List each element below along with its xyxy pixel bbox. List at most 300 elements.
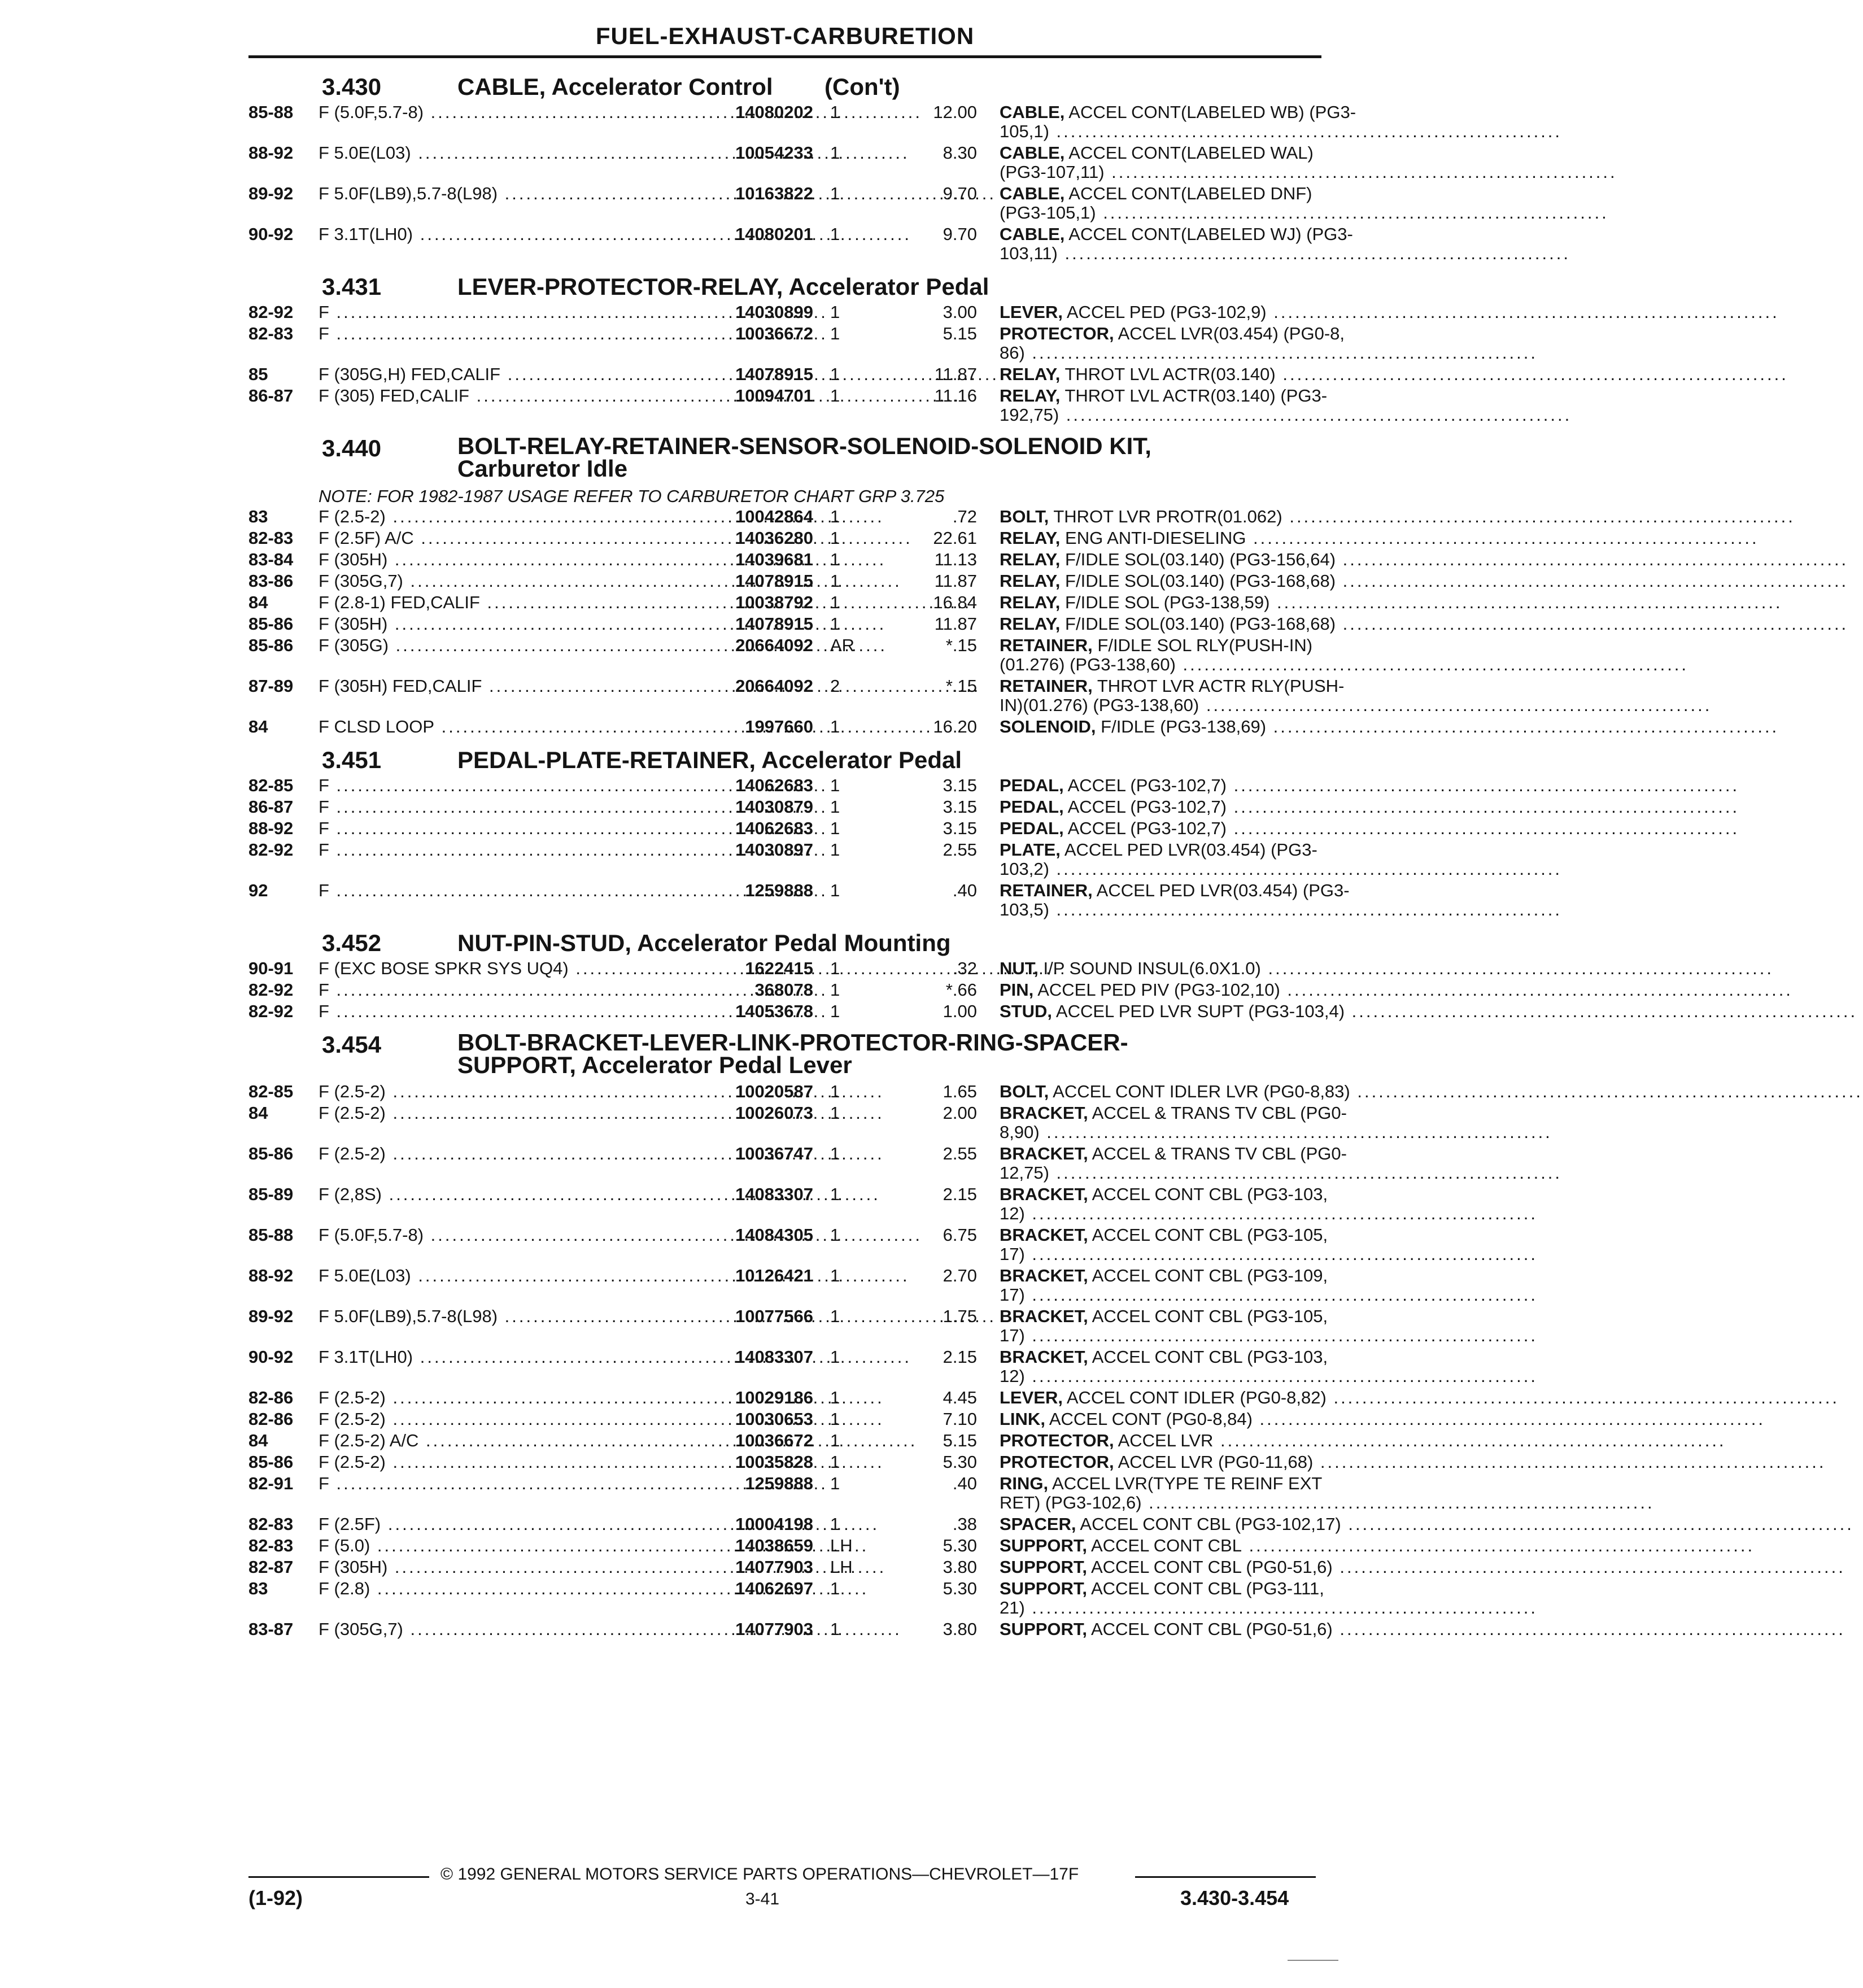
section-heading-line1: CABLE, Accelerator Control bbox=[457, 73, 773, 100]
description-text: ACCEL (PG3-102,7) bbox=[1067, 775, 1227, 795]
scan-artifact bbox=[1288, 1960, 1338, 1961]
description-noun: PROTECTOR, bbox=[1000, 1452, 1114, 1472]
description-text: F/IDLE SOL RLY(PUSH-IN) bbox=[1097, 635, 1313, 655]
price: 3.15 bbox=[943, 775, 977, 795]
part-number: 10126421 bbox=[735, 1266, 813, 1285]
section-title bbox=[248, 1031, 1321, 1082]
description-line bbox=[1000, 900, 1293, 919]
section-heading-line2: Carburetor Idle bbox=[457, 455, 628, 482]
quantity: 1 bbox=[830, 840, 840, 860]
description bbox=[1000, 593, 1293, 612]
section-3-454 bbox=[248, 1029, 1350, 1649]
description-text: 103,11) bbox=[1000, 243, 1058, 263]
section-heading bbox=[457, 273, 1293, 300]
description-noun: CABLE, bbox=[1000, 143, 1065, 163]
application: F 5.0E(L03) ..... bbox=[319, 143, 595, 163]
application: F (305G) ..... bbox=[319, 636, 595, 655]
description bbox=[1000, 635, 1313, 674]
description-noun: RELAY, bbox=[1000, 386, 1061, 406]
description-text: ACCEL CONT CBL (PG3-103, bbox=[1092, 1184, 1328, 1204]
description-line bbox=[1000, 343, 1293, 363]
quantity: 1 bbox=[830, 1409, 840, 1429]
section-heading-line2: SUPPORT, Accelerator Pedal Lever bbox=[457, 1052, 852, 1078]
model-years: 84 bbox=[248, 1103, 268, 1123]
part-number: 1997660 bbox=[745, 717, 813, 736]
description-line bbox=[1000, 980, 1293, 1000]
description-text: ACCEL (PG3-102,7) bbox=[1067, 797, 1227, 817]
model-years: 82-91 bbox=[248, 1473, 294, 1493]
description-line bbox=[1000, 1367, 1293, 1386]
parts-row bbox=[248, 1001, 1345, 1023]
parts-row bbox=[248, 840, 1321, 881]
parts-row bbox=[248, 614, 1336, 636]
description bbox=[1000, 529, 1293, 548]
description bbox=[1000, 143, 1314, 182]
parts-row bbox=[248, 1431, 1321, 1453]
price: 11.13 bbox=[934, 550, 977, 569]
quantity: 1 bbox=[830, 143, 840, 163]
application: F 5.0F(LB9),5.7-8(L98) ..... bbox=[319, 1307, 595, 1326]
description-line bbox=[1000, 1410, 1293, 1429]
description-line bbox=[1000, 1431, 1293, 1450]
description-noun: SUPPORT, bbox=[1000, 1579, 1088, 1598]
model-years: 89-92 bbox=[248, 1306, 294, 1326]
application: F ..... bbox=[319, 980, 595, 1000]
description-text: THROT LVL ACTR(03.140) (PG3- bbox=[1064, 386, 1328, 406]
parts-row bbox=[248, 1225, 1328, 1266]
description-text: F/IDLE SOL(03.140) (PG3-168,68) bbox=[1065, 614, 1336, 634]
quantity: 1 bbox=[830, 302, 840, 322]
description bbox=[1000, 1347, 1328, 1386]
description-noun: BOLT, bbox=[1000, 507, 1049, 526]
description bbox=[1000, 840, 1317, 879]
description-line bbox=[1000, 102, 1356, 122]
description-line bbox=[1000, 635, 1313, 655]
quantity: 1 bbox=[830, 592, 840, 612]
description bbox=[1000, 1619, 1333, 1639]
parts-row bbox=[248, 797, 1321, 819]
description-noun: BRACKET, bbox=[1000, 1225, 1088, 1245]
description bbox=[1000, 184, 1312, 223]
description-line bbox=[1000, 1557, 1333, 1577]
description-line bbox=[1000, 1536, 1293, 1555]
part-number: 14077903 bbox=[735, 1619, 813, 1639]
price: 5.30 bbox=[943, 1579, 977, 1598]
application: F (2.5-2) ..... bbox=[319, 1104, 595, 1123]
application: F (2.5-2) ..... bbox=[319, 507, 595, 526]
model-years: 85-86 bbox=[248, 614, 294, 634]
part-number: 14080201 bbox=[735, 224, 813, 244]
model-years: 82-83 bbox=[248, 528, 294, 548]
model-years: 85-89 bbox=[248, 1184, 294, 1204]
application: F (305H) ..... bbox=[319, 550, 595, 569]
part-number: 14062683 bbox=[735, 818, 813, 838]
application: F 5.0F(LB9),5.7-8(L98) ..... bbox=[319, 184, 595, 203]
description-text: ACCEL CONT CBL (PG3-103, bbox=[1092, 1347, 1328, 1367]
model-years: 82-92 bbox=[248, 1001, 294, 1021]
quantity: 1 bbox=[830, 818, 840, 838]
section-gap bbox=[248, 739, 1321, 747]
quantity: 1 bbox=[830, 1452, 840, 1472]
part-number: 1259888 bbox=[745, 880, 813, 900]
part-number: 14083307 bbox=[735, 1184, 813, 1204]
description-text: THROT LVR ACTR RLY(PUSH- bbox=[1097, 676, 1345, 696]
parts-row bbox=[248, 1184, 1328, 1226]
price: 3.15 bbox=[943, 818, 977, 838]
model-years: 83 bbox=[248, 1579, 268, 1598]
section-title bbox=[248, 930, 1321, 959]
model-years: 82-83 bbox=[248, 1514, 294, 1534]
model-years: 84 bbox=[248, 592, 268, 612]
description-line bbox=[1000, 776, 1293, 795]
price: .40 bbox=[952, 880, 977, 900]
description bbox=[1000, 614, 1336, 634]
description-line bbox=[1000, 614, 1336, 634]
parts-row bbox=[248, 717, 1321, 739]
model-years: 82-86 bbox=[248, 1409, 294, 1429]
application: F ..... bbox=[319, 819, 595, 838]
description-line bbox=[1000, 1306, 1328, 1326]
quantity: 1 bbox=[830, 1347, 840, 1367]
footer-page-number: 3-41 bbox=[745, 1890, 780, 1908]
description-text: 17) bbox=[1000, 1326, 1025, 1345]
description-noun: BRACKET, bbox=[1000, 1266, 1088, 1285]
section-number: 3.431 bbox=[322, 273, 382, 300]
part-number: 10029186 bbox=[735, 1388, 813, 1407]
price: 2.15 bbox=[943, 1347, 977, 1367]
description bbox=[1000, 1536, 1293, 1555]
description-line bbox=[1000, 203, 1293, 223]
part-number: 14053678 bbox=[735, 1001, 813, 1021]
description bbox=[1000, 959, 1293, 978]
description-text: RET) (PG3-102,6) bbox=[1000, 1493, 1142, 1512]
section-number: 3.430 bbox=[322, 73, 382, 100]
description bbox=[1000, 1266, 1328, 1305]
price: 16.84 bbox=[933, 592, 977, 612]
quantity: LH bbox=[830, 1536, 853, 1555]
description-text: ACCEL CONT CBL (PG3-105, bbox=[1092, 1306, 1328, 1326]
quantity: 1 bbox=[830, 1306, 840, 1326]
part-number: 1622415 bbox=[745, 958, 813, 978]
footer-copyright: © 1992 GENERAL MOTORS SERVICE PARTS OPERATIONS—CHEVROLET—17F bbox=[440, 1865, 1079, 1884]
description-line bbox=[1000, 1103, 1347, 1123]
description-line bbox=[1000, 1388, 1327, 1407]
parts-row bbox=[248, 1266, 1328, 1307]
section-heading-line1: LEVER-PROTECTOR-RELAY, Accelerator Pedal bbox=[457, 273, 989, 300]
section-title bbox=[248, 73, 1321, 103]
parts-row bbox=[248, 1082, 1350, 1104]
price: 11.87 bbox=[934, 364, 977, 384]
application: F (2.8-1) FED,CALIF ..... bbox=[319, 593, 595, 612]
quantity: 1 bbox=[830, 102, 840, 122]
parts-row bbox=[248, 303, 1321, 324]
description-noun: RETAINER, bbox=[1000, 676, 1093, 696]
description-noun: SOLENOID, bbox=[1000, 717, 1096, 736]
model-years: 88-92 bbox=[248, 1266, 294, 1285]
price: 9.70 bbox=[943, 224, 977, 244]
description bbox=[1000, 365, 1293, 384]
model-years: 82-83 bbox=[248, 1536, 294, 1555]
price: 3.80 bbox=[943, 1557, 977, 1577]
application: F ..... bbox=[319, 776, 595, 795]
description-line bbox=[1000, 1619, 1333, 1639]
section-number: 3.452 bbox=[322, 930, 382, 956]
price: 3.80 bbox=[943, 1619, 977, 1639]
quantity: 1 bbox=[830, 1144, 840, 1163]
parts-row bbox=[248, 1103, 1347, 1144]
description-line bbox=[1000, 593, 1293, 612]
description-line bbox=[1000, 1184, 1328, 1204]
description-line bbox=[1000, 244, 1293, 263]
section-number: 3.451 bbox=[322, 747, 382, 773]
description-text: ACCEL CONT(LABELED WB) (PG3- bbox=[1068, 102, 1356, 122]
description bbox=[1000, 1410, 1293, 1429]
price: .72 bbox=[952, 507, 977, 526]
section-number: 3.454 bbox=[322, 1031, 382, 1058]
parts-row bbox=[248, 184, 1321, 225]
model-years: 87-89 bbox=[248, 676, 294, 696]
description bbox=[1000, 880, 1350, 919]
part-number: 10163822 bbox=[735, 184, 813, 203]
description-line bbox=[1000, 1225, 1328, 1245]
parts-row bbox=[248, 776, 1321, 797]
part-number: 14083307 bbox=[735, 1347, 813, 1367]
price: 2.70 bbox=[943, 1266, 977, 1285]
part-number: 10042864 bbox=[735, 507, 813, 526]
model-years: 84 bbox=[248, 717, 268, 736]
description-line bbox=[1000, 1473, 1323, 1493]
description bbox=[1000, 303, 1293, 322]
description-noun: RELAY, bbox=[1000, 614, 1061, 634]
price: 7.10 bbox=[943, 1409, 977, 1429]
footer-date: (1-92) bbox=[248, 1886, 303, 1909]
description-text: THROT LVR PROTR(01.062) bbox=[1053, 507, 1282, 526]
quantity: 1 bbox=[830, 528, 840, 548]
part-number: 14030897 bbox=[735, 840, 813, 860]
description-noun: PLATE, bbox=[1000, 840, 1061, 860]
description-noun: RELAY, bbox=[1000, 364, 1061, 384]
model-years: 82-85 bbox=[248, 775, 294, 795]
price: 1.75 bbox=[943, 1306, 977, 1326]
part-number: 368078 bbox=[754, 980, 813, 1000]
parts-row bbox=[248, 386, 1328, 427]
parts-row bbox=[248, 1619, 1333, 1641]
description-noun: SUPPORT, bbox=[1000, 1557, 1088, 1577]
description-text: F/IDLE SOL(03.140) (PG3-168,68) bbox=[1065, 571, 1336, 591]
part-number: 14030899 bbox=[735, 302, 813, 322]
model-years: 82-92 bbox=[248, 302, 294, 322]
description bbox=[1000, 324, 1345, 363]
parts-row bbox=[248, 880, 1350, 922]
parts-row bbox=[248, 980, 1321, 1002]
application: F 3.1T(LH0) ..... bbox=[319, 1348, 595, 1367]
quantity: 1 bbox=[830, 184, 840, 203]
part-number: 14078915 bbox=[735, 571, 813, 591]
description bbox=[1000, 717, 1293, 736]
part-number: 10004198 bbox=[735, 1514, 813, 1534]
price: 2.55 bbox=[943, 1144, 977, 1163]
part-number: 14062697 bbox=[735, 1579, 813, 1598]
description-noun: LINK, bbox=[1000, 1409, 1045, 1429]
price: .40 bbox=[952, 1473, 977, 1493]
description-line bbox=[1000, 529, 1293, 548]
price: 5.30 bbox=[943, 1452, 977, 1472]
price: 11.87 bbox=[934, 571, 977, 591]
description bbox=[1000, 1514, 1341, 1534]
quantity: 1 bbox=[830, 1184, 840, 1204]
description bbox=[1000, 386, 1328, 425]
model-years: 92 bbox=[248, 880, 268, 900]
parts-row bbox=[248, 1347, 1328, 1388]
quantity: 1 bbox=[830, 1579, 840, 1598]
model-years: 85-86 bbox=[248, 635, 294, 655]
model-years: 82-87 bbox=[248, 1557, 294, 1577]
description-noun: CABLE, bbox=[1000, 184, 1065, 203]
section-heading bbox=[457, 747, 1293, 774]
price: 11.87 bbox=[934, 614, 977, 634]
application: F (2.5F) ..... bbox=[319, 1515, 595, 1534]
model-years: 86-87 bbox=[248, 386, 294, 406]
application: F (2,8S) ..... bbox=[319, 1185, 595, 1204]
description-line bbox=[1000, 1204, 1293, 1223]
description-text: ACCEL PED (PG3-102,9) bbox=[1066, 302, 1267, 322]
model-years: 83-87 bbox=[248, 1619, 294, 1639]
description-text: 17) bbox=[1000, 1244, 1025, 1264]
description-text: ACCEL (PG3-102,7) bbox=[1067, 818, 1227, 838]
part-number: 14078915 bbox=[735, 614, 813, 634]
price: .32 bbox=[952, 958, 977, 978]
quantity: 1 bbox=[830, 224, 840, 244]
part-number: 10054233 bbox=[735, 143, 813, 163]
parts-row bbox=[248, 1557, 1333, 1579]
footer-rule-right bbox=[1135, 1876, 1316, 1878]
description-noun: BOLT, bbox=[1000, 1082, 1049, 1101]
section-3-431 bbox=[248, 273, 1345, 435]
model-years: 90-92 bbox=[248, 1347, 294, 1367]
quantity: LH bbox=[830, 1557, 853, 1577]
section-heading bbox=[457, 930, 1293, 957]
description-line bbox=[1000, 1163, 1293, 1183]
description-text: 12) bbox=[1000, 1366, 1025, 1386]
description-line bbox=[1000, 406, 1293, 425]
description-noun: PROTECTOR, bbox=[1000, 1431, 1114, 1450]
price: 2.55 bbox=[943, 840, 977, 860]
description-line bbox=[1000, 1598, 1293, 1618]
section-gap bbox=[248, 922, 1321, 930]
application: F ..... bbox=[319, 1002, 595, 1021]
part-number: 14084305 bbox=[735, 1225, 813, 1245]
description-line bbox=[1000, 143, 1314, 163]
model-years: 82-92 bbox=[248, 840, 294, 860]
description-line bbox=[1000, 1452, 1314, 1472]
description-line bbox=[1000, 1082, 1350, 1101]
model-years: 88-92 bbox=[248, 818, 294, 838]
model-years: 82-86 bbox=[248, 1388, 294, 1407]
description-line bbox=[1000, 550, 1336, 569]
description bbox=[1000, 1557, 1333, 1577]
description-text: ACCEL CONT(LABELED DNF) bbox=[1068, 184, 1312, 203]
parts-row bbox=[248, 550, 1336, 572]
application: F (305H) ..... bbox=[319, 614, 595, 634]
model-years: 85-86 bbox=[248, 1452, 294, 1472]
application: F (305H) FED,CALIF ..... bbox=[319, 677, 595, 696]
parts-row bbox=[248, 819, 1321, 840]
part-number: 10036672 bbox=[735, 324, 813, 343]
description bbox=[1000, 819, 1293, 838]
description-text: ACCEL LVR(03.454) (PG0-8, bbox=[1118, 324, 1345, 343]
description-noun: CABLE, bbox=[1000, 102, 1065, 122]
price: 8.30 bbox=[943, 143, 977, 163]
quantity: 1 bbox=[830, 364, 840, 384]
page-header: FUEL-EXHAUST-CARBURETION bbox=[248, 23, 1321, 58]
section-heading-line1: BOLT-BRACKET-LEVER-LINK-PROTECTOR-RING-SPACER- bbox=[457, 1029, 1128, 1056]
description-text: ACCEL CONT CBL (PG0-51,6) bbox=[1090, 1557, 1333, 1577]
description-line bbox=[1000, 303, 1293, 322]
description-text: ACCEL LVR (PG0-11,68) bbox=[1118, 1452, 1314, 1472]
section-heading-line1: PEDAL-PLATE-RETAINER, Accelerator Pedal bbox=[457, 747, 962, 773]
application: F (305G,H) FED,CALIF ..... bbox=[319, 365, 595, 384]
quantity: 1 bbox=[830, 550, 840, 569]
description-line bbox=[1000, 365, 1293, 384]
description-text: ACCEL PED LVR(03.454) (PG3- bbox=[1096, 880, 1350, 900]
application: F (305G,7) ..... bbox=[319, 1620, 595, 1639]
description bbox=[1000, 1082, 1350, 1101]
description-noun: PEDAL, bbox=[1000, 797, 1064, 817]
model-years: 90-91 bbox=[248, 958, 294, 978]
application: F (5.0F,5.7-8) ..... bbox=[319, 103, 595, 122]
description bbox=[1000, 1306, 1328, 1345]
description-text: ACCEL CONT CBL (PG0-51,6) bbox=[1090, 1619, 1333, 1639]
application: F (2.5-2) ..... bbox=[319, 1388, 595, 1407]
description-noun: BRACKET, bbox=[1000, 1144, 1088, 1163]
description bbox=[1000, 676, 1345, 715]
quantity: AR bbox=[830, 635, 855, 655]
section-3-430 bbox=[248, 73, 1356, 273]
parts-row bbox=[248, 676, 1345, 717]
parts-row bbox=[248, 365, 1321, 386]
description-text: F/IDLE SOL(03.140) (PG3-156,64) bbox=[1065, 550, 1336, 569]
description-noun: BRACKET, bbox=[1000, 1103, 1088, 1123]
part-number: 10036747 bbox=[735, 1144, 813, 1163]
section-3-440 bbox=[248, 433, 1345, 747]
application: F ..... bbox=[319, 840, 595, 860]
description bbox=[1000, 1431, 1293, 1450]
description-text: 103,2) bbox=[1000, 859, 1049, 879]
description-text: ACCEL CONT CBL (PG3-102,17) bbox=[1080, 1514, 1341, 1534]
description-text: 17) bbox=[1000, 1285, 1025, 1305]
description-line bbox=[1000, 1123, 1293, 1142]
part-number: 10077566 bbox=[735, 1306, 813, 1326]
model-years: 90-92 bbox=[248, 224, 294, 244]
description-text: F/IDLE SOL (PG3-138,59) bbox=[1065, 592, 1270, 612]
application: F (2.5-2) ..... bbox=[319, 1410, 595, 1429]
description-text: THROT LVL ACTR(03.140) bbox=[1064, 364, 1276, 384]
model-years: 84 bbox=[248, 1431, 268, 1450]
parts-row bbox=[248, 1579, 1324, 1620]
parts-row bbox=[248, 593, 1321, 614]
description-noun: PIN, bbox=[1000, 980, 1034, 1000]
quantity: 1 bbox=[830, 1103, 840, 1123]
description-text: (PG3-107,11) bbox=[1000, 162, 1105, 182]
description-text: 86) bbox=[1000, 343, 1025, 363]
price: 5.15 bbox=[943, 1431, 977, 1450]
description-line bbox=[1000, 959, 1293, 978]
section-number: 3.440 bbox=[322, 435, 382, 461]
quantity: 1 bbox=[830, 1473, 840, 1493]
description bbox=[1000, 550, 1336, 569]
price: *.66 bbox=[945, 980, 977, 1000]
quantity: 1 bbox=[830, 797, 840, 817]
